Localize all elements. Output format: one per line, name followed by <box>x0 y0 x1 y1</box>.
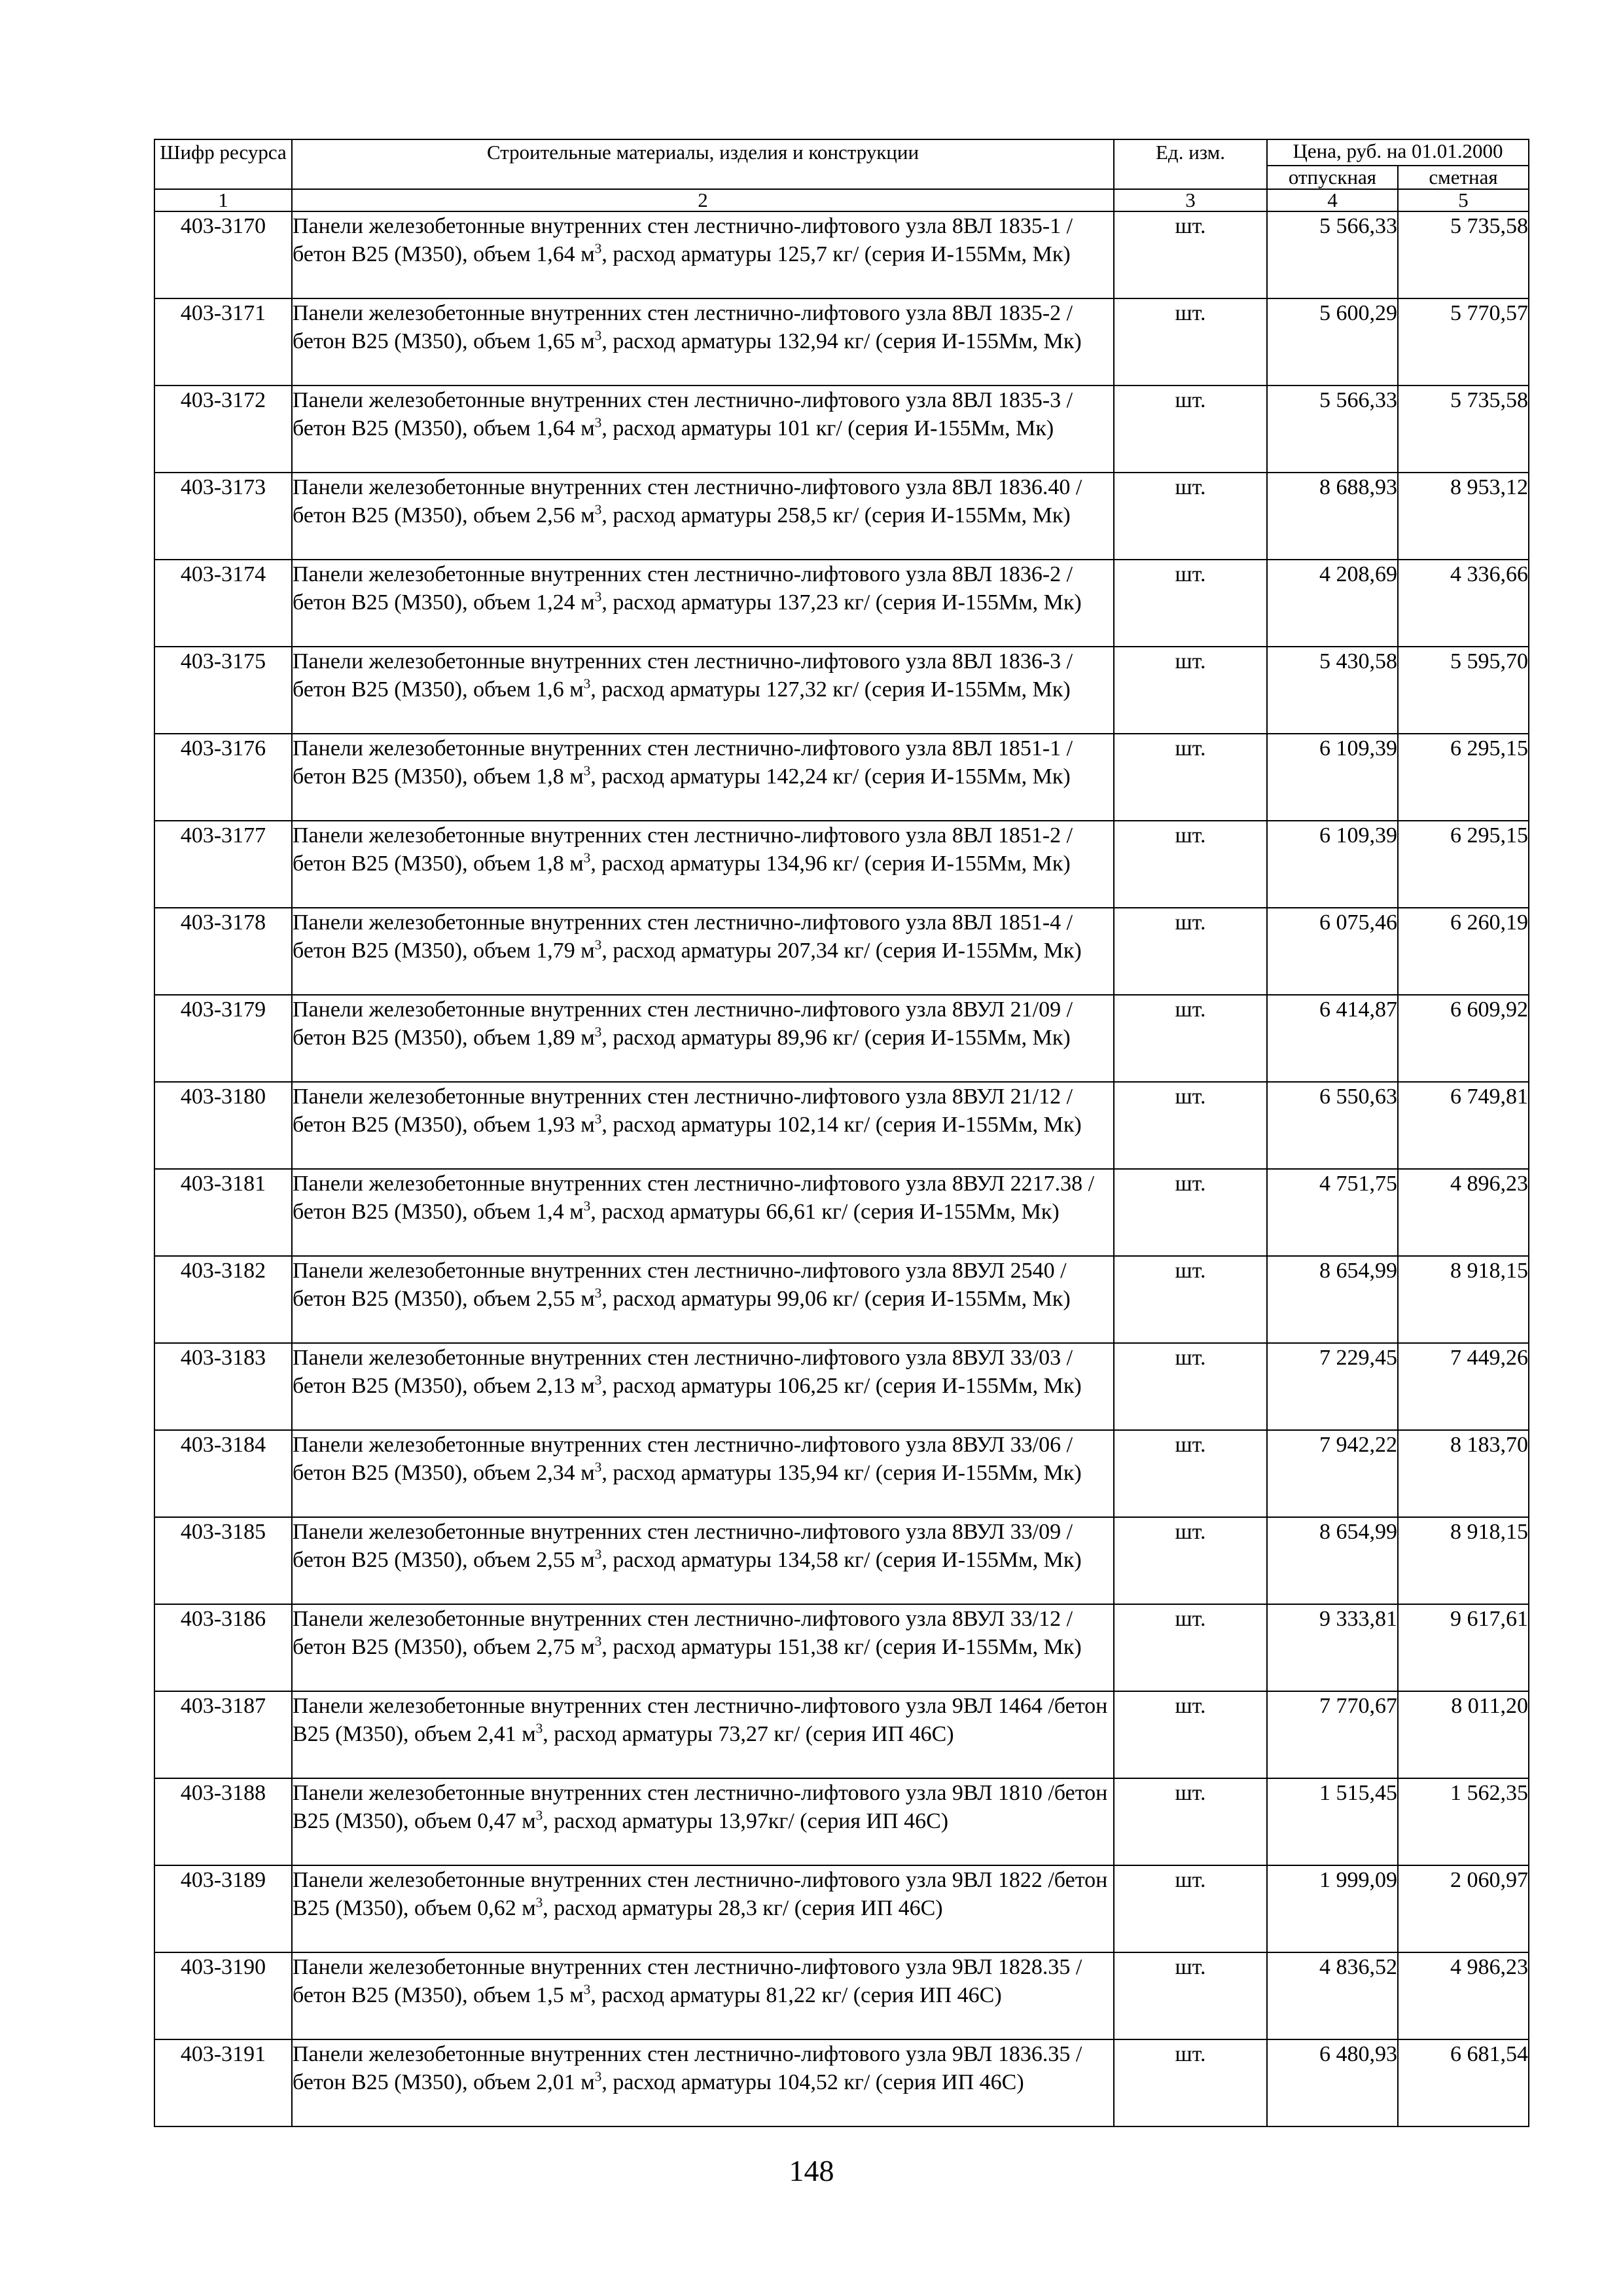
price-release-cell: 6 109,39 <box>1267 821 1398 908</box>
description-text-tail: , расход арматуры 258,5 кг/ (серия И-155Мм, Мк) <box>601 503 1071 528</box>
table-row <box>154 1778 1529 1865</box>
material-description <box>292 1952 1114 2039</box>
unit-superscript: 3 <box>535 1720 543 1736</box>
description-text: Панели железобетонные внутренних стен лестнично-лифтового узла 8ВЛ 1851-1 /бетон В25 (М350), объем 1,8 м <box>293 736 1073 789</box>
unit-superscript: 3 <box>583 1981 591 1998</box>
table-row <box>154 1169 1529 1256</box>
unit-cell: шт. <box>1114 1169 1267 1256</box>
price-estimate-cell: 4 986,23 <box>1398 1952 1529 2039</box>
unit-cell: шт. <box>1114 473 1267 560</box>
description-text: Панели железобетонные внутренних стен лестнично-лифтового узла 8ВЛ 1836-2 /бетон В25 (М350), объем 1,24 м <box>293 562 1073 615</box>
price-release-cell: 4 751,75 <box>1267 1169 1398 1256</box>
description-text-tail: , расход арматуры 73,27 кг/ (серия ИП 46С) <box>543 1722 954 1746</box>
resource-code: 403-3174 <box>154 560 292 647</box>
resource-code: 403-3175 <box>154 647 292 734</box>
header-price: Цена, руб. на 01.01.2000 <box>1267 139 1529 166</box>
table-row <box>154 560 1529 647</box>
unit-cell: шт. <box>1114 2039 1267 2126</box>
unit-superscript: 3 <box>594 1633 602 1649</box>
description-text-tail: , расход арматуры 104,52 кг/ (серия ИП 46С) <box>601 2070 1024 2094</box>
column-number: 3 <box>1114 189 1267 211</box>
unit-cell: шт. <box>1114 211 1267 298</box>
table-header <box>154 139 1529 211</box>
price-estimate-cell: 5 595,70 <box>1398 647 1529 734</box>
resource-code: 403-3190 <box>154 1952 292 2039</box>
price-estimate-cell: 8 183,70 <box>1398 1430 1529 1517</box>
description-text: Панели железобетонные внутренних стен лестнично-лифтового узла 8ВУЛ 2217.38 /бетон В25 (М350), объем 1,4 м <box>293 1172 1095 1224</box>
material-description <box>292 1343 1114 1430</box>
unit-cell: шт. <box>1114 1604 1267 1691</box>
material-description <box>292 1604 1114 1691</box>
unit-cell: шт. <box>1114 995 1267 1082</box>
resource-code: 403-3183 <box>154 1343 292 1430</box>
column-number: 4 <box>1267 189 1398 211</box>
unit-superscript: 3 <box>594 2068 602 2085</box>
resource-code: 403-3178 <box>154 908 292 995</box>
description-text: Панели железобетонные внутренних стен лестнично-лифтового узла 8ВУЛ 33/03 /бетон В25 (М350), объем 2,13 м <box>293 1346 1073 1398</box>
material-description <box>292 1082 1114 1169</box>
table-row <box>154 995 1529 1082</box>
price-estimate-cell: 6 260,19 <box>1398 908 1529 995</box>
unit-superscript: 3 <box>583 762 591 779</box>
unit-cell: шт. <box>1114 1778 1267 1865</box>
description-text: Панели железобетонные внутренних стен лестнично-лифтового узла 8ВЛ 1836-3 /бетон В25 (М350), объем 1,6 м <box>293 649 1073 702</box>
description-text: Панели железобетонные внутренних стен лестнично-лифтового узла 9ВЛ 1810 /бетон В25 (М350), объем 0,47 м <box>293 1781 1108 1833</box>
header-price-estimate: сметная <box>1398 166 1529 189</box>
price-estimate-cell: 6 681,54 <box>1398 2039 1529 2126</box>
description-text-tail: , расход арматуры 142,24 кг/ (серия И-155Мм, Мк) <box>590 764 1071 789</box>
material-description <box>292 1256 1114 1343</box>
resource-code: 403-3180 <box>154 1082 292 1169</box>
description-text: Панели железобетонные внутренних стен лестнично-лифтового узла 9ВЛ 1836.35 /бетон В25 (М350), объем 2,01 м <box>293 2042 1082 2094</box>
description-text-tail: , расход арматуры 81,22 кг/ (серия ИП 46С) <box>590 1983 1002 2007</box>
table-row <box>154 1082 1529 1169</box>
price-release-cell: 5 430,58 <box>1267 647 1398 734</box>
unit-superscript: 3 <box>594 1546 602 1562</box>
price-table <box>154 139 1529 2127</box>
material-description <box>292 211 1114 298</box>
price-release-cell: 9 333,81 <box>1267 1604 1398 1691</box>
unit-cell: шт. <box>1114 1691 1267 1778</box>
unit-cell: шт. <box>1114 1256 1267 1343</box>
description-text-tail: , расход арматуры 66,61 кг/ (серия И-155Мм, Мк) <box>590 1200 1060 1224</box>
table-row <box>154 211 1529 298</box>
description-text: Панели железобетонные внутренних стен лестнично-лифтового узла 9ВЛ 1828.35 /бетон В25 (М350), объем 1,5 м <box>293 1955 1082 2007</box>
price-estimate-cell: 8 953,12 <box>1398 473 1529 560</box>
material-description <box>292 1691 1114 1778</box>
table-row <box>154 1604 1529 1691</box>
table-body <box>154 211 1529 2126</box>
table-row <box>154 1517 1529 1604</box>
description-text: Панели железобетонные внутренних стен лестнично-лифтового узла 8ВУЛ 33/09 /бетон В25 (М350), объем 2,55 м <box>293 1520 1073 1572</box>
unit-superscript: 3 <box>594 501 602 518</box>
unit-superscript: 3 <box>583 850 591 866</box>
price-release-cell: 5 566,33 <box>1267 386 1398 473</box>
description-text-tail: , расход арматуры 101 кг/ (серия И-155Мм, Мк) <box>601 416 1054 440</box>
description-text: Панели железобетонные внутренних стен лестнично-лифтового узла 9ВЛ 1464 /бетон В25 (М350), объем 2,41 м <box>293 1694 1108 1746</box>
description-text-tail: , расход арматуры 135,94 кг/ (серия И-155Мм, Мк) <box>601 1461 1082 1485</box>
resource-code: 403-3172 <box>154 386 292 473</box>
resource-code: 403-3188 <box>154 1778 292 1865</box>
unit-cell: шт. <box>1114 734 1267 821</box>
price-release-cell: 7 942,22 <box>1267 1430 1398 1517</box>
resource-code: 403-3184 <box>154 1430 292 1517</box>
column-number: 2 <box>292 189 1114 211</box>
price-estimate-cell: 7 449,26 <box>1398 1343 1529 1430</box>
material-description <box>292 560 1114 647</box>
unit-superscript: 3 <box>594 1024 602 1040</box>
price-estimate-cell: 5 735,58 <box>1398 386 1529 473</box>
price-release-cell: 6 109,39 <box>1267 734 1398 821</box>
table-row <box>154 1865 1529 1952</box>
unit-superscript: 3 <box>594 1285 602 1301</box>
material-description <box>292 821 1114 908</box>
resource-code: 403-3176 <box>154 734 292 821</box>
unit-cell: шт. <box>1114 1952 1267 2039</box>
unit-superscript: 3 <box>583 675 591 692</box>
resource-code: 403-3189 <box>154 1865 292 1952</box>
unit-cell: шт. <box>1114 560 1267 647</box>
material-description <box>292 1517 1114 1604</box>
header-code: Шифр ресурса <box>154 139 292 189</box>
resource-code: 403-3173 <box>154 473 292 560</box>
resource-code: 403-3181 <box>154 1169 292 1256</box>
material-description <box>292 2039 1114 2126</box>
material-description <box>292 298 1114 386</box>
table-row <box>154 647 1529 734</box>
table-row <box>154 1691 1529 1778</box>
description-text: Панели железобетонные внутренних стен лестнично-лифтового узла 8ВЛ 1835-3 /бетон В25 (М350), объем 1,64 м <box>293 388 1073 440</box>
price-estimate-cell: 8 011,20 <box>1398 1691 1529 1778</box>
page-number: 148 <box>789 2154 834 2187</box>
material-description <box>292 908 1114 995</box>
unit-cell: шт. <box>1114 386 1267 473</box>
material-description <box>292 1865 1114 1952</box>
material-description <box>292 473 1114 560</box>
price-release-cell: 6 480,93 <box>1267 2039 1398 2126</box>
unit-superscript: 3 <box>535 1894 543 1910</box>
column-number: 1 <box>154 189 292 211</box>
material-description <box>292 734 1114 821</box>
description-text: Панели железобетонные внутренних стен лестнично-лифтового узла 8ВУЛ 21/09 /бетон В25 (М350), объем 1,89 м <box>293 997 1073 1050</box>
description-text-tail: , расход арматуры 102,14 кг/ (серия И-155Мм, Мк) <box>601 1113 1082 1137</box>
description-text-tail: , расход арматуры 13,97кг/ (серия ИП 46С) <box>543 1809 949 1833</box>
description-text-tail: , расход арматуры 207,34 кг/ (серия И-155Мм, Мк) <box>601 939 1082 963</box>
price-release-cell: 1 999,09 <box>1267 1865 1398 1952</box>
table-row <box>154 473 1529 560</box>
description-text-tail: , расход арматуры 106,25 кг/ (серия И-155Мм, Мк) <box>601 1374 1082 1398</box>
table-row <box>154 1430 1529 1517</box>
price-estimate-cell: 6 295,15 <box>1398 821 1529 908</box>
description-text: Панели железобетонные внутренних стен лестнично-лифтового узла 8ВУЛ 2540 /бетон В25 (М350), объем 2,55 м <box>293 1259 1067 1311</box>
description-text-tail: , расход арматуры 125,7 кг/ (серия И-155Мм, Мк) <box>601 242 1071 266</box>
material-description <box>292 1778 1114 1865</box>
table-row <box>154 1343 1529 1430</box>
description-text-tail: , расход арматуры 127,32 кг/ (серия И-155Мм, Мк) <box>590 677 1071 702</box>
header-materials: Строительные материалы, изделия и конструкции <box>292 139 1114 189</box>
material-description <box>292 386 1114 473</box>
table-row <box>154 821 1529 908</box>
unit-cell: шт. <box>1114 647 1267 734</box>
unit-superscript: 3 <box>594 937 602 953</box>
price-release-cell: 7 229,45 <box>1267 1343 1398 1430</box>
table-row <box>154 908 1529 995</box>
description-text: Панели железобетонные внутренних стен лестнично-лифтового узла 8ВЛ 1851-2 /бетон В25 (М350), объем 1,8 м <box>293 823 1073 876</box>
price-release-cell: 6 414,87 <box>1267 995 1398 1082</box>
resource-code: 403-3179 <box>154 995 292 1082</box>
column-number-row <box>154 189 1529 211</box>
unit-cell: шт. <box>1114 1343 1267 1430</box>
description-text-tail: , расход арматуры 134,96 кг/ (серия И-155Мм, Мк) <box>590 852 1071 876</box>
header-unit: Ед. изм. <box>1114 139 1267 189</box>
price-estimate-cell: 8 918,15 <box>1398 1517 1529 1604</box>
price-release-cell: 8 688,93 <box>1267 473 1398 560</box>
table-row <box>154 734 1529 821</box>
price-release-cell: 4 836,52 <box>1267 1952 1398 2039</box>
resource-code: 403-3185 <box>154 1517 292 1604</box>
price-estimate-cell: 8 918,15 <box>1398 1256 1529 1343</box>
description-text: Панели железобетонные внутренних стен лестнично-лифтового узла 8ВУЛ 33/12 /бетон В25 (М350), объем 2,75 м <box>293 1607 1073 1659</box>
price-release-cell: 8 654,99 <box>1267 1517 1398 1604</box>
column-number: 5 <box>1398 189 1529 211</box>
material-description <box>292 995 1114 1082</box>
price-release-cell: 6 550,63 <box>1267 1082 1398 1169</box>
description-text: Панели железобетонные внутренних стен лестнично-лифтового узла 8ВЛ 1851-4 /бетон В25 (М350), объем 1,79 м <box>293 910 1073 963</box>
price-release-cell: 5 566,33 <box>1267 211 1398 298</box>
unit-cell: шт. <box>1114 1430 1267 1517</box>
price-estimate-cell: 5 770,57 <box>1398 298 1529 386</box>
price-estimate-cell: 1 562,35 <box>1398 1778 1529 1865</box>
description-text: Панели железобетонные внутренних стен лестнично-лифтового узла 8ВЛ 1835-2 /бетон В25 (М350), объем 1,65 м <box>293 301 1073 353</box>
unit-superscript: 3 <box>535 1807 543 1823</box>
price-release-cell: 7 770,67 <box>1267 1691 1398 1778</box>
header-price-release: отпускная <box>1267 166 1398 189</box>
price-release-cell: 4 208,69 <box>1267 560 1398 647</box>
unit-superscript: 3 <box>594 414 602 431</box>
price-estimate-cell: 2 060,97 <box>1398 1865 1529 1952</box>
unit-superscript: 3 <box>594 327 602 344</box>
description-text-tail: , расход арматуры 89,96 кг/ (серия И-155Мм, Мк) <box>601 1026 1071 1050</box>
unit-superscript: 3 <box>594 588 602 605</box>
unit-cell: шт. <box>1114 1517 1267 1604</box>
material-description <box>292 1169 1114 1256</box>
price-release-cell: 5 600,29 <box>1267 298 1398 386</box>
unit-cell: шт. <box>1114 821 1267 908</box>
material-description <box>292 1430 1114 1517</box>
description-text: Панели железобетонные внутренних стен лестнично-лифтового узла 8ВЛ 1836.40 /бетон В25 (М350), объем 2,56 м <box>293 475 1082 528</box>
unit-superscript: 3 <box>594 1372 602 1388</box>
resource-code: 403-3186 <box>154 1604 292 1691</box>
description-text-tail: , расход арматуры 134,58 кг/ (серия И-155Мм, Мк) <box>601 1548 1082 1572</box>
price-estimate-cell: 6 609,92 <box>1398 995 1529 1082</box>
description-text: Панели железобетонные внутренних стен лестнично-лифтового узла 9ВЛ 1822 /бетон В25 (М350), объем 0,62 м <box>293 1868 1108 1920</box>
description-text-tail: , расход арматуры 151,38 кг/ (серия И-155Мм, Мк) <box>601 1635 1082 1659</box>
unit-superscript: 3 <box>583 1198 591 1214</box>
resource-code: 403-3171 <box>154 298 292 386</box>
description-text-tail: , расход арматуры 132,94 кг/ (серия И-155Мм, Мк) <box>601 329 1082 353</box>
price-estimate-cell: 6 295,15 <box>1398 734 1529 821</box>
price-estimate-cell: 5 735,58 <box>1398 211 1529 298</box>
resource-code: 403-3191 <box>154 2039 292 2126</box>
description-text-tail: , расход арматуры 99,06 кг/ (серия И-155Мм, Мк) <box>601 1287 1071 1311</box>
unit-cell: шт. <box>1114 1082 1267 1169</box>
description-text: Панели железобетонные внутренних стен лестнично-лифтового узла 8ВЛ 1835-1 /бетон В25 (М350), объем 1,64 м <box>293 214 1073 266</box>
description-text-tail: , расход арматуры 137,23 кг/ (серия И-155Мм, Мк) <box>601 590 1082 615</box>
price-release-cell: 6 075,46 <box>1267 908 1398 995</box>
description-text-tail: , расход арматуры 28,3 кг/ (серия ИП 46С) <box>543 1896 943 1920</box>
price-release-cell: 1 515,45 <box>1267 1778 1398 1865</box>
table-row <box>154 1256 1529 1343</box>
resource-code: 403-3182 <box>154 1256 292 1343</box>
resource-code: 403-3187 <box>154 1691 292 1778</box>
description-text: Панели железобетонные внутренних стен лестнично-лифтового узла 8ВУЛ 33/06 /бетон В25 (М350), объем 2,34 м <box>293 1433 1073 1485</box>
price-estimate-cell: 9 617,61 <box>1398 1604 1529 1691</box>
unit-superscript: 3 <box>594 1459 602 1475</box>
price-estimate-cell: 6 749,81 <box>1398 1082 1529 1169</box>
table-row <box>154 2039 1529 2126</box>
description-text: Панели железобетонные внутренних стен лестнично-лифтового узла 8ВУЛ 21/12 /бетон В25 (М350), объем 1,93 м <box>293 1085 1073 1137</box>
resource-code: 403-3170 <box>154 211 292 298</box>
table-row <box>154 1952 1529 2039</box>
price-estimate-cell: 4 896,23 <box>1398 1169 1529 1256</box>
unit-superscript: 3 <box>594 240 602 257</box>
table-row <box>154 298 1529 386</box>
resource-code: 403-3177 <box>154 821 292 908</box>
unit-cell: шт. <box>1114 298 1267 386</box>
table-row <box>154 386 1529 473</box>
unit-cell: шт. <box>1114 1865 1267 1952</box>
price-release-cell: 8 654,99 <box>1267 1256 1398 1343</box>
unit-superscript: 3 <box>594 1111 602 1127</box>
price-estimate-cell: 4 336,66 <box>1398 560 1529 647</box>
unit-cell: шт. <box>1114 908 1267 995</box>
material-description <box>292 647 1114 734</box>
